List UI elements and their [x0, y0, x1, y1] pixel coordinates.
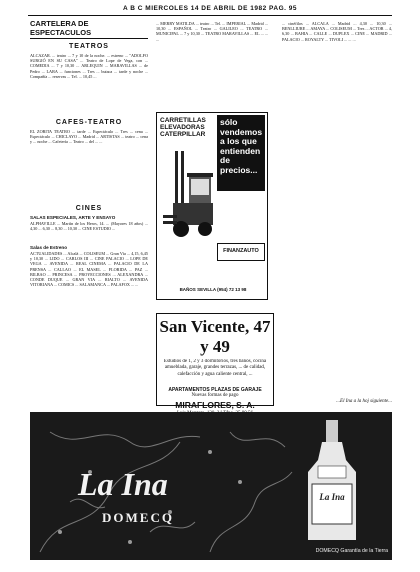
- cafes-text: EL ZORITA TEATRO ... tarde ... Espectáculo ... Tres ... cena ... Espectáculo ... CHICLAYO ... Madrid ... ARTISTAS ... teatro ... cena y ... noche ... Cafetería ... Teatro ... del ... ...: [30, 129, 148, 145]
- teatros-title: TEATROS: [69, 43, 109, 50]
- san-vicente-ad: [156, 313, 274, 410]
- san-vicente-title: San Vicente, 47 y 49: [159, 317, 271, 356]
- right-column-text: ... cinéfilos ... ALCALA ... Madrid ... 4,30 ... 10,30 ... BENLLIURE ... AMAYA ... COLISEUM ... Tres ... ACTOR ... 4, 6,30 ... BAHIA ... CALLE ... DUPLEX ... CINE ... MADRID ... PALACIO ... ROYALTY ... TIVOLI ... ... ...: [282, 21, 392, 42]
- header-rule: [28, 15, 392, 16]
- cines-title: CINES: [75, 205, 103, 212]
- caterpillar-ad-phone: BAÑOS SEVILLA (954) 72 13 98: [179, 287, 247, 292]
- domecq-brand: DOMECQ: [102, 510, 174, 525]
- salas-especiales-text: ALPHAVILLE ... Martín de los Heros, 14. ... (Mayores 18 años) ... 4,30 ... 6,30 ... 8,30 ... 10,30 ... CINE ESTUDIO ...: [30, 221, 148, 232]
- section-heading: CARTELERA DE ESPECTACULOS: [30, 19, 148, 39]
- teatros-text: ALCAZAR. ... teatro ... 7 y 10 de la noche. ... estreno ... "ADOLFO SURGIÓ EN SU CASA" ... Teatro de Lope de Vega, con ... COMEDIA ... 7 y 10,30 ... ARLEQUIN ... MARAVILLAS ... de Pedro ... LARA ... funciones ... Tres ... butaca ... tarde y noche ... Compañía ... reservas ... Tel. ... 10,45 ...: [30, 53, 148, 79]
- sherry-bottle-illustration: [292, 420, 372, 544]
- middle-column-text: ... MERRY MATILDA ... teatro ... Tel. ... IMPERIAL ... Madrid ... 10,30 ... ESPAÑOL ... Teatro ... GALILEO ... TEATRO ... MUNICIPAL ... 7 y 10,30 ... TEATRO MARAVILLAS ... EL ... ... ...: [156, 21, 268, 42]
- caterpillar-ad: [156, 112, 268, 300]
- salas-estreno-text: ACTUALIDADES ... Alcalá ... COLISEUM ... Gran Vía ... 4,15, 6,45 y 10,30 ... LIDO ... CARLOS III ... CINE PALACIO ... LOPE DE VEGA ... AVENIDA ... REAL CINEMA ... PALACIO DE LA PRENSA ... CALLAO ... EL MASEL ... FLORIDA ... PAZ ... BILBAO ... PRINCESA ... PROYECCIONES ... ALEXANDRA ... CONDE DUQUE ... GRAN VIA ... RIALTO ... AVENIDA VITORIANA ... COMICS ... SALAMANCA ... PALAFOX ... ...: [30, 251, 148, 288]
- san-vicente-company: MIRAFLORES, S. A.: [175, 400, 255, 410]
- forklift-illustration: [163, 145, 217, 243]
- finanzauto-logo-text: FINANZAUTO: [223, 248, 259, 254]
- caterpillar-ad-slogan: sólo vendemos a los que entienden de precios...: [220, 117, 263, 175]
- la-ina-brand: La Ina: [78, 466, 168, 502]
- page-header: A B C MIERCOLES 14 DE ABRIL DE 1982 PAG. 95: [123, 5, 297, 12]
- right-column-footer: ...El Ina a la hoj siguiente...: [336, 399, 392, 404]
- san-vicente-body: Estudios de 1, 2 y 3 dormitorios, tres baños, cocina amueblada, garaje, grandes terrazas, ... de calidad, calefacción y agua caliente central, ...: [163, 359, 267, 377]
- cafes-title: CAFES-TEATRO: [55, 119, 123, 126]
- finanzauto-logo: [217, 243, 265, 261]
- la-ina-caption: DOMECQ Garantía de la Tierra: [315, 548, 388, 554]
- bottle-label-text: La Ina: [319, 492, 345, 502]
- caterpillar-ad-slogan-box: [217, 115, 265, 191]
- salas-especiales-heading: SALAS ESPECIALES, ARTE Y ENSAYO: [30, 215, 116, 220]
- left-column: [30, 19, 148, 404]
- salas-estreno-heading: Salas de Estreno: [30, 245, 68, 250]
- caterpillar-ad-title: CARRETILLAS ELEVADORAS CATERPILLAR: [160, 117, 206, 138]
- san-vicente-apartamentos: APARTAMENTOS PLAZAS DE GARAJE: [168, 387, 262, 393]
- san-vicente-formas: Nuevas formas de pago: [191, 393, 239, 398]
- la-ina-ad: [30, 412, 392, 560]
